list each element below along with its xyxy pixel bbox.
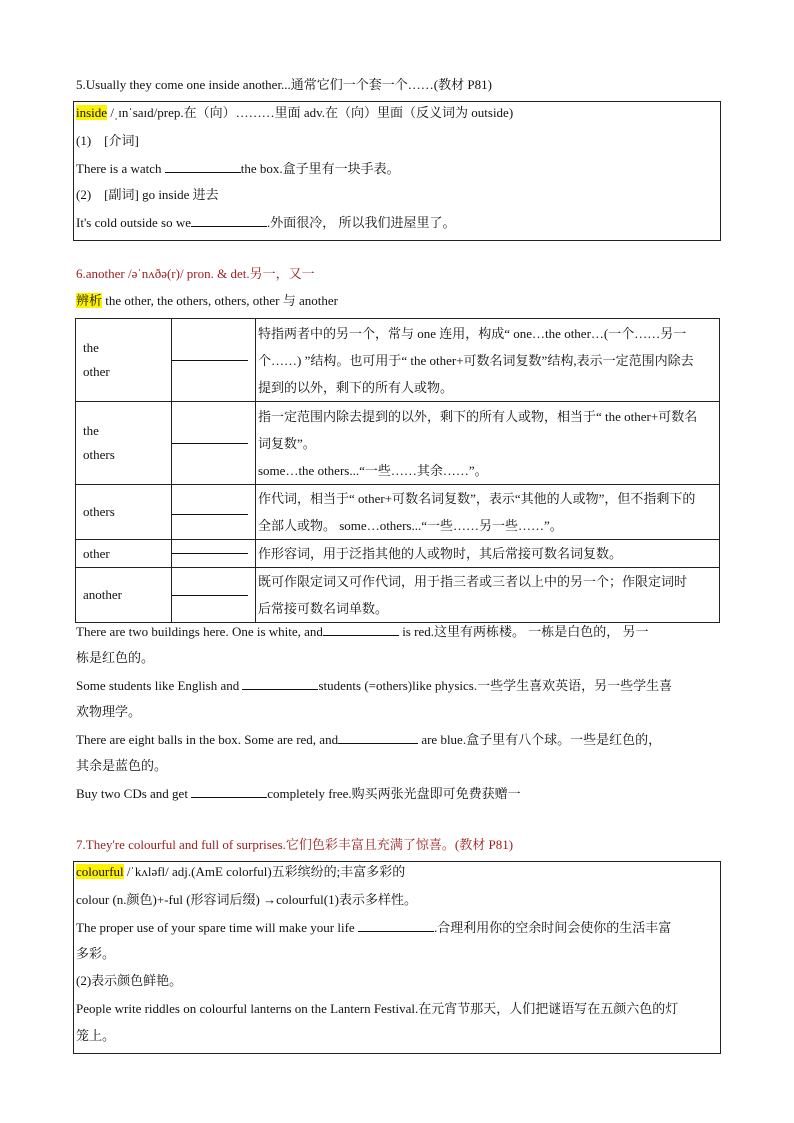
example-text: Buy two CDs and get — [76, 786, 192, 801]
example-text: The proper use of your spare time will make your life — [76, 920, 358, 935]
section7-example1-cont: 多彩。 — [76, 946, 116, 961]
section5-definition — [76, 105, 513, 121]
section5-point2: (2) [副词] go inside 进去 — [76, 187, 219, 202]
section6-example3-cont: 其余是蓝色的。 — [76, 758, 168, 773]
word-cell: others — [76, 485, 172, 540]
example-text: is red.这里有两栋楼。 一栋是白色的， 另一 — [398, 624, 649, 639]
answer-blank[interactable] — [338, 731, 418, 744]
definition-text: /ˈkʌləfl/ adj.(AmE colorful)五彩缤纷的;丰富多彩的 — [123, 864, 406, 879]
example-text: There are eight balls in the box. Some are red, and — [76, 732, 339, 747]
word-cell: the other — [76, 319, 172, 402]
answer-blank[interactable] — [323, 623, 399, 636]
section6-example3 — [76, 731, 661, 748]
comparison-table — [75, 318, 720, 623]
section7-line2: colour (n.颜色)+-ful (形容词后缀) →colourful(1)表示多样性。 — [76, 892, 417, 907]
subtitle-text: the other, the others, others, other 与 another — [102, 293, 338, 308]
example-text: .外面很冷， 所以我们进屋里了。 — [267, 215, 456, 230]
section7-title: 7.They're colourful and full of surprises.它们色彩丰富且充满了惊喜。(教材 P81) — [76, 837, 514, 852]
table-row — [76, 402, 720, 485]
example-text: Some students like English and — [76, 678, 243, 693]
section7-example1 — [76, 919, 671, 936]
table-row — [76, 568, 720, 623]
section6-subtitle — [76, 293, 338, 309]
word-cell: other — [76, 540, 172, 568]
example-text: .合理利用你的空余时间会使你的生活丰富 — [433, 920, 672, 935]
example-text: There is a watch — [76, 161, 165, 176]
example-text: completely free.购买两张光盘即可免费获赠一 — [267, 786, 521, 801]
blank-cell[interactable] — [172, 402, 256, 485]
blank-cell[interactable] — [172, 319, 256, 402]
definition-text: /ˌɪnˈsaɪd/prep.在（向）………里面 adv.在（向）里面（反义词为 outside) — [107, 105, 514, 120]
blank-cell[interactable] — [172, 540, 256, 568]
answer-blank[interactable] — [191, 785, 267, 798]
example-text: the box.盒子里有一块手表。 — [240, 161, 400, 176]
section7-example2: People write riddles on colourful lanterns on the Lantern Festival.在元宵节那天，人们把谜语写在五颜六色的灯 — [76, 1001, 679, 1016]
table-row — [76, 540, 720, 568]
section7-box — [73, 861, 721, 1054]
keyword-inside: inside — [76, 105, 108, 120]
example-text: are blue.盒子里有八个球。一些是红色的， — [418, 732, 662, 747]
word-cell: another — [76, 568, 172, 623]
blank-cell[interactable] — [172, 485, 256, 540]
section6-example1-cont: 栋是红色的。 — [76, 650, 155, 665]
word-cell: the others — [76, 402, 172, 485]
section5-example2 — [76, 214, 456, 231]
answer-blank[interactable] — [242, 677, 318, 690]
example-text: There are two buildings here. One is white, and — [76, 624, 323, 639]
section6-example4 — [76, 785, 521, 802]
description-cell: 指一定范围内除去提到的以外，剩下的所有人或物，相当于“ the other+可数名 词复数”。 some…the others...“一些……其余……”。 — [256, 402, 720, 485]
description-cell: 作代词，相当于“ other+可数名词复数”，表示“其他的人或物”，但不指剩下的 全部人或物。 some…others...“一些……另一些……”。 — [256, 485, 720, 540]
description-cell: 作形容词，用于泛指其他的人或物时，其后常接可数名词复数。 — [256, 540, 720, 568]
keyword-colourful: colourful — [76, 864, 124, 879]
section6-example2-cont: 欢物理学。 — [76, 704, 142, 719]
answer-blank[interactable] — [165, 160, 241, 173]
example-text: It's cold outside so we — [76, 215, 191, 230]
section7-definition — [76, 864, 405, 880]
table-row — [76, 319, 720, 402]
description-cell: 既可作限定词又可作代词，用于指三者或三者以上中的另一个；作限定词时 后常接可数名词单数。 — [256, 568, 720, 623]
description-cell: 特指两者中的另一个，常与 one 连用，构成“ one…the other…(一个……另一 个……) ”结构。也可用于“ the other+可数名词复数”结构,表示一定范围内除去 提到的以外，剩下的所有人或物。 — [256, 319, 720, 402]
section7-point2: (2)表示颜色鲜艳。 — [76, 973, 183, 988]
section5-point1: (1) [介词] — [76, 133, 139, 148]
analysis-label: 辨析 — [76, 293, 103, 308]
table-row — [76, 485, 720, 540]
blank-cell[interactable] — [172, 568, 256, 623]
answer-blank[interactable] — [191, 214, 267, 227]
section7-example2-cont: 笼上。 — [76, 1028, 116, 1043]
section6-title: 6.another /əˈnʌðə(r)/ pron. & det.另一，又一 — [76, 266, 315, 281]
section5-title: 5.Usually they come one inside another...通常它们一个套一个……(教材 P81) — [76, 77, 492, 92]
example-text: students (=others)like physics.一些学生喜欢英语，另一些学生喜 — [318, 678, 673, 693]
section6-example1 — [76, 623, 648, 640]
section5-example1 — [76, 160, 400, 177]
section6-example2 — [76, 677, 672, 694]
answer-blank[interactable] — [358, 919, 434, 932]
